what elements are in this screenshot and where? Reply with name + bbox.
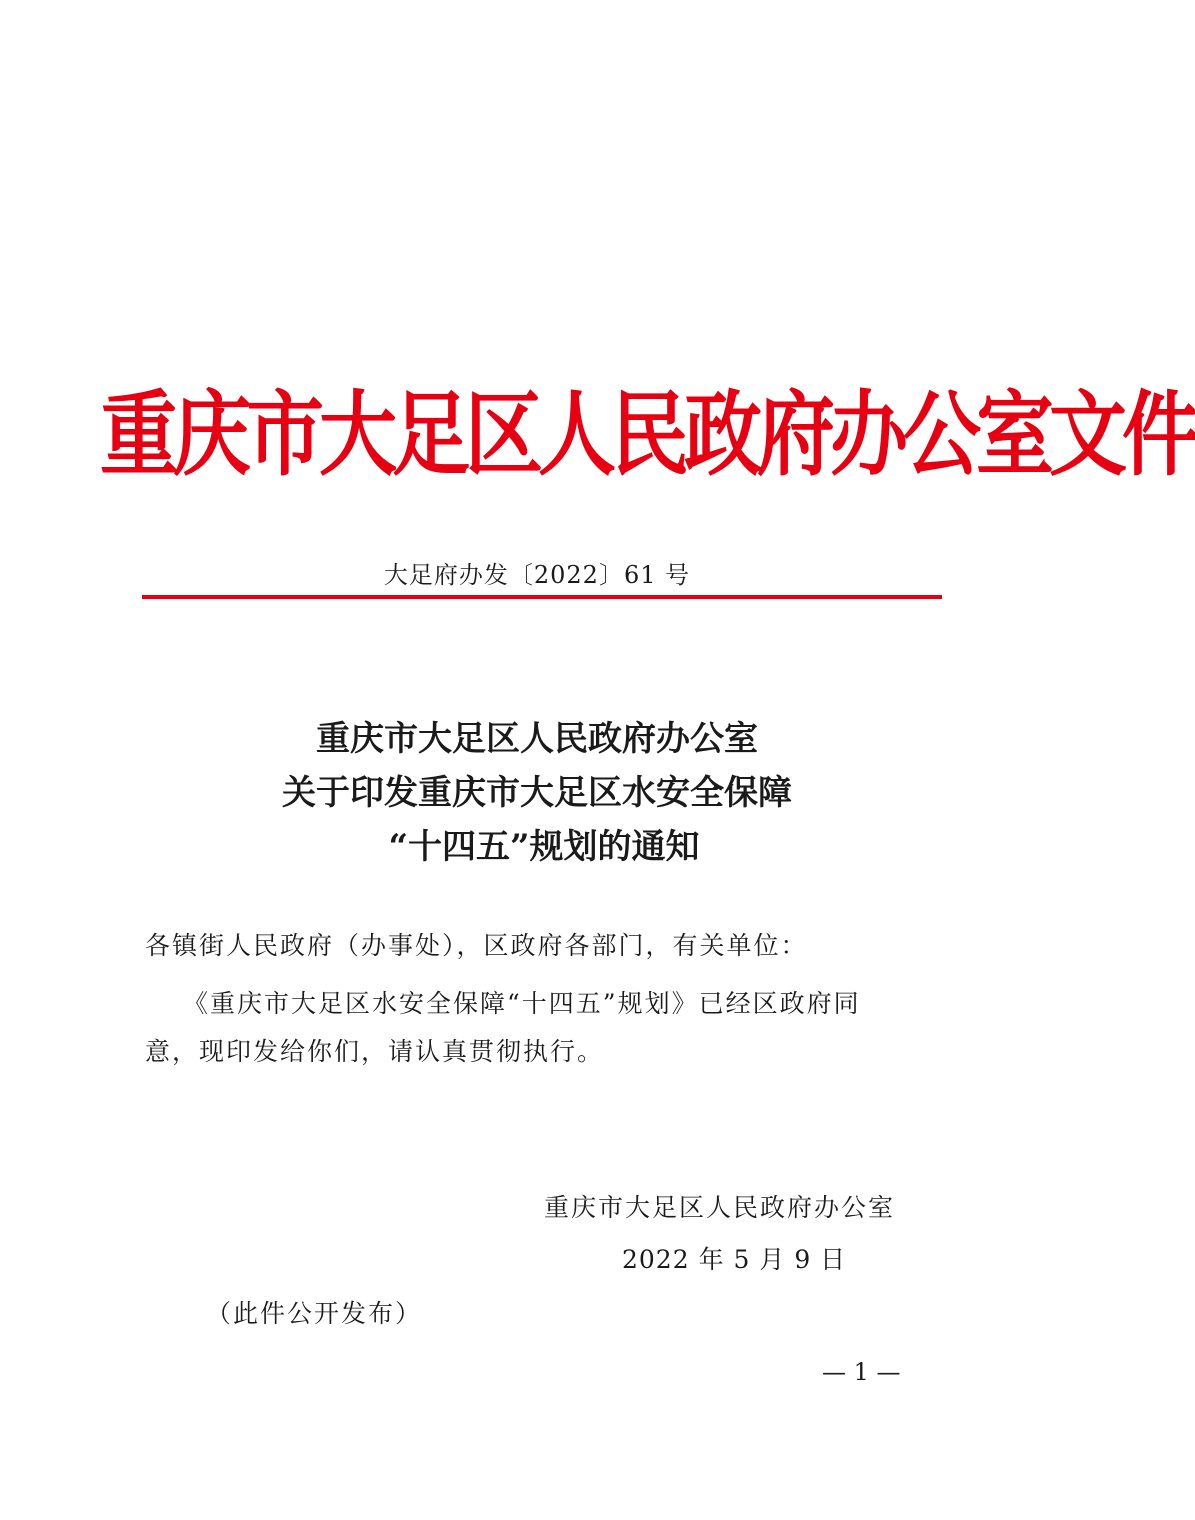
body-line-2: 意，现印发给你们，请认真贯彻执行。 bbox=[145, 1037, 605, 1066]
title-line-3: “十四五”规划的通知 bbox=[388, 827, 700, 867]
publication-note: （此件公开发布） bbox=[206, 1299, 423, 1328]
title-line-2: 关于印发重庆市大足区水安全保障 bbox=[282, 773, 792, 813]
body-line-1: 《重庆市大足区水安全保障“十四五”规划》已经区政府同 bbox=[183, 989, 861, 1018]
issuer-signature: 重庆市大足区人民政府办公室 bbox=[544, 1193, 896, 1222]
masthead-title: 重庆市大足区人民政府办公室文件 bbox=[100, 382, 1195, 489]
document-number: 大足府办发〔2022〕61 号 bbox=[383, 561, 691, 589]
red-divider-line bbox=[142, 595, 942, 599]
notice-title bbox=[0, 712, 1074, 874]
title-line-1: 重庆市大足区人民政府办公室 bbox=[316, 719, 758, 759]
salutation: 各镇街人民政府（办事处），区政府各部门，有关单位： bbox=[145, 931, 808, 960]
issue-date: 2022 年 5 月 9 日 bbox=[622, 1245, 847, 1274]
page-number: — 1 — bbox=[822, 1358, 901, 1386]
body-paragraph bbox=[145, 980, 945, 1076]
